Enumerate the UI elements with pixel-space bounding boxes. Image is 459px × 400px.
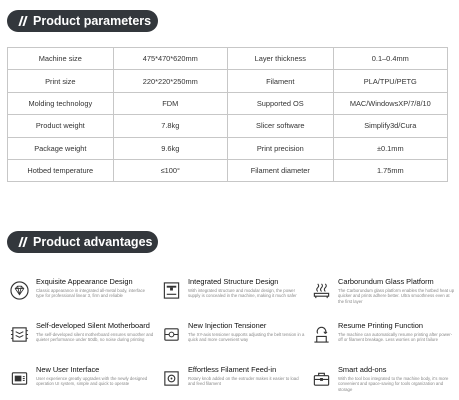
param-value: 0.1–0.4mm — [333, 48, 447, 70]
advantage-description: With the tool box integrated to the machine body, it's more convenient and space-saving for tools organization and storage — [338, 376, 449, 392]
param-value: PLA/TPU/PETG — [333, 70, 447, 92]
param-value: 475*470*620mm — [113, 48, 227, 70]
param-label: Filament diameter — [227, 159, 333, 181]
advantage-description: User experience greatly upgrades with the newly designed operation UI system, simple and quick to operate — [36, 376, 148, 387]
param-label: Product weight — [8, 115, 114, 137]
advantage-title: Carborundum Glass Platform — [338, 277, 434, 286]
param-label: Filament — [227, 70, 333, 92]
param-value: 9.6kg — [113, 137, 227, 159]
advantage-title: New User Interface — [36, 365, 100, 374]
param-label: Package weight — [8, 137, 114, 159]
parameters-row — [8, 48, 448, 70]
param-label: Slicer software — [227, 115, 333, 137]
parameters-table — [7, 47, 448, 182]
advantage-item — [310, 277, 456, 309]
param-value: 7.8kg — [113, 115, 227, 137]
param-label: Layer thickness — [227, 48, 333, 70]
advantage-item — [8, 277, 154, 309]
advantage-item — [160, 277, 306, 309]
advantages-section-title: Product advantages — [33, 235, 153, 249]
parameters-section-header — [7, 10, 158, 32]
slash-mark-icon — [19, 15, 27, 27]
advantage-description: Classic appearance in integrated all-metal body, interface type for professional linear 3, firm and reliable — [36, 288, 146, 299]
advantage-title: Resume Printing Function — [338, 321, 424, 330]
param-label: Machine size — [8, 48, 114, 70]
param-value: ≤100° — [113, 159, 227, 181]
param-value: 220*220*250mm — [113, 70, 227, 92]
param-value: 1.75mm — [333, 159, 447, 181]
advantages-section-header — [7, 231, 158, 253]
param-label: Supported OS — [227, 92, 333, 114]
resume-icon — [312, 325, 331, 344]
parameters-section-title: Product parameters — [33, 14, 152, 28]
advantage-description: The self-developed silent motherboard ensures smoother and quieter performance under 50db, no noise during printing — [36, 332, 154, 343]
param-value: MAC/WindowsXP/7/8/10 — [333, 92, 447, 114]
parameters-row — [8, 92, 448, 114]
advantage-description: The XY-axis tensioner supports adjusting the belt tension in a quick and more convenient way — [188, 332, 305, 343]
advantage-description: The machine can automatically resume printing after power-off or filament breakage. Less worries on print failure — [338, 332, 453, 343]
parameters-row — [8, 137, 448, 159]
param-value: FDM — [113, 92, 227, 114]
advantage-title: Smart add-ons — [338, 365, 387, 374]
ui-screen-icon — [10, 369, 29, 388]
advantage-item — [310, 365, 456, 397]
advantage-item — [8, 365, 154, 397]
param-label: Print size — [8, 70, 114, 92]
advantage-title: Exquisite Appearance Design — [36, 277, 133, 286]
parameters-row — [8, 115, 448, 137]
advantage-item — [160, 321, 306, 353]
advantage-item — [160, 365, 306, 397]
hotbed-icon — [312, 281, 331, 300]
printer-frame-icon — [162, 281, 181, 300]
param-label: Hotbed temperature — [8, 159, 114, 181]
diamond-icon — [10, 281, 29, 300]
param-value: Simplify3d/Cura — [333, 115, 447, 137]
slash-mark-icon — [19, 236, 27, 248]
advantage-title: Effortless Filament Feed-in — [188, 365, 277, 374]
toolbox-icon — [312, 369, 331, 388]
advantage-item — [310, 321, 456, 353]
parameters-row — [8, 159, 448, 181]
param-value: ±0.1mm — [333, 137, 447, 159]
param-label: Molding technology — [8, 92, 114, 114]
filament-knob-icon — [162, 369, 181, 388]
advantage-title: New Injection Tensioner — [188, 321, 267, 330]
advantage-description: Rotary knob added on the extruder makes it easier to load and feed filament — [188, 376, 299, 387]
motherboard-icon — [10, 325, 29, 344]
advantage-description: The Carborundum glass platform enables the hotbed heat up quicker and prints adhere better. Ultra smoothness even at the first layer — [338, 288, 455, 304]
advantage-description: With integrated structure and modular design, the power supply is concealed in the machine, making it much safer — [188, 288, 297, 299]
param-label: Print precision — [227, 137, 333, 159]
parameters-row — [8, 70, 448, 92]
advantage-item — [8, 321, 154, 353]
advantage-title: Self-developed Silent Motherboard — [36, 321, 150, 330]
advantage-title: Integrated Structure Design — [188, 277, 279, 286]
tensioner-icon — [162, 325, 181, 344]
